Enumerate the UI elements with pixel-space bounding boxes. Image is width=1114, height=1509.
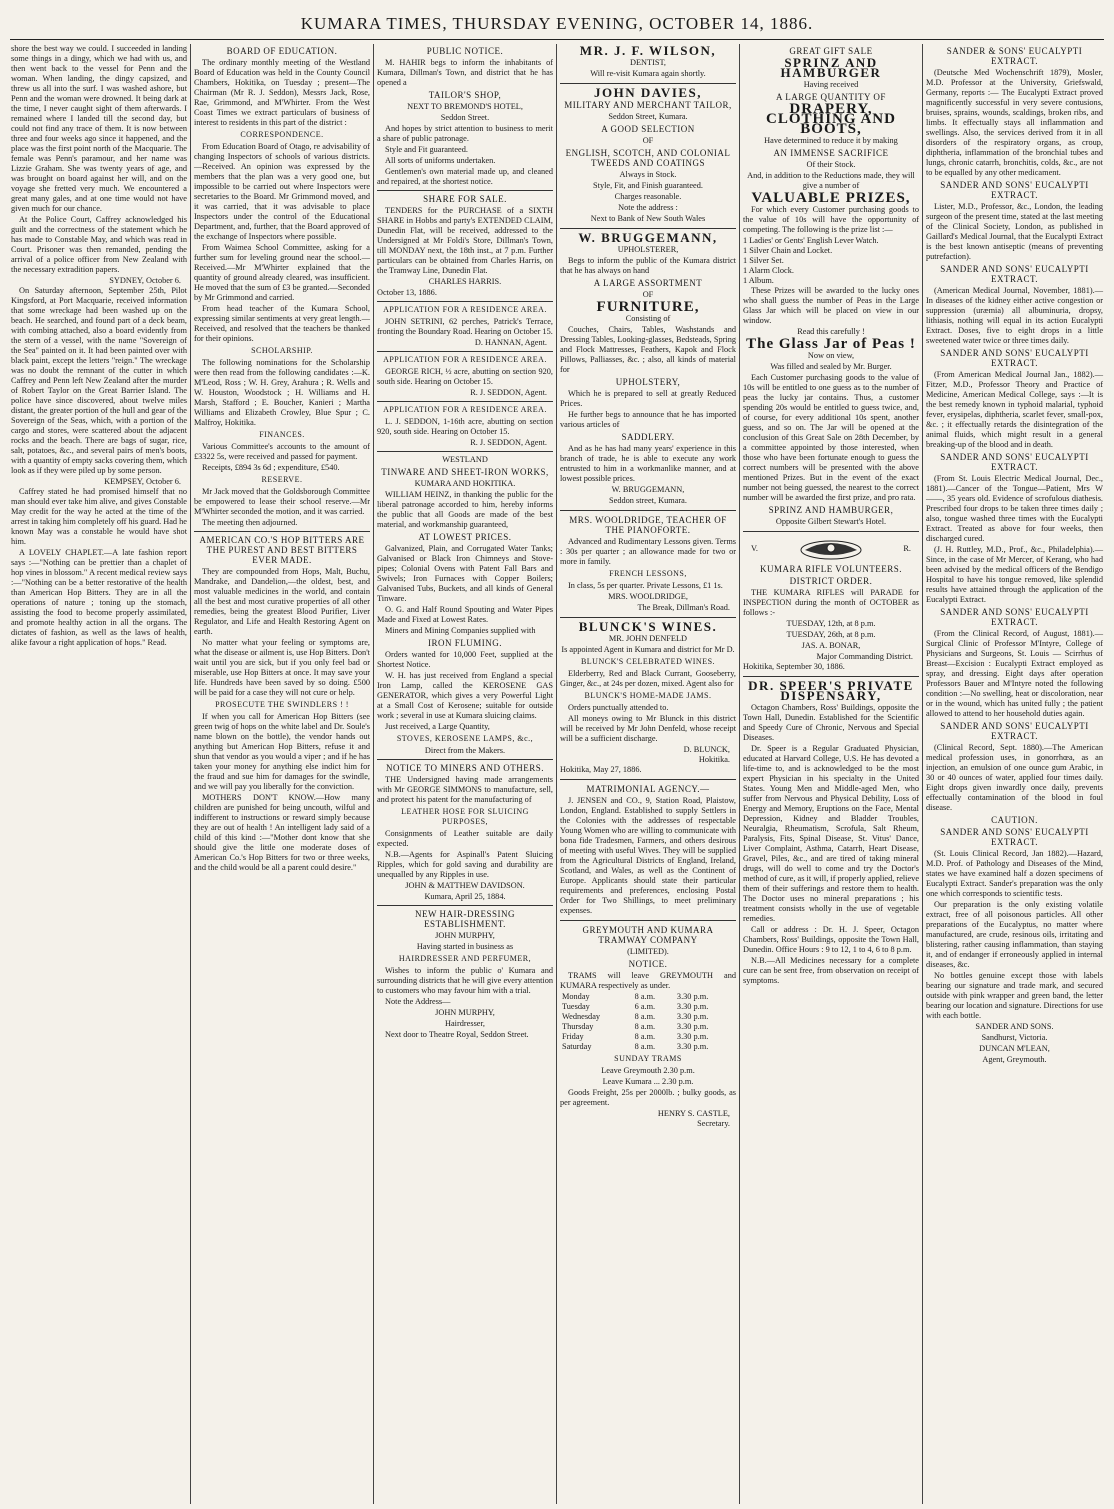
prize-item: 1 Silver Set. xyxy=(743,256,784,265)
ad-text: Octagon Chambers, Ross' Buildings, opposite the Town Hall, Dunedin. Established for the Scientific and Speedy Cure of Chronic, Nervous and Special Diseases. xyxy=(743,703,919,742)
dateline: SYDNEY, October 6. xyxy=(109,276,181,285)
signature: R. J. SEDDON, Agent. xyxy=(470,438,547,447)
ad-heading: SANDER AND SONS' EUCALYPTI EXTRACT. xyxy=(940,180,1089,200)
ad-text: Orders wanted for 10,000 Feet, supplied at the Shortest Notice. xyxy=(377,650,553,669)
ad-heading: SPRINZ AND HAMBURGER, xyxy=(768,505,894,515)
ad-text: Couches, Chairs, Tables, Washstands and Dressing Tables, Looking-glasses, Bedsteads, Spring and Flock Mattresses, Feathers, Kapok and Flock Pillows, Palliasses, &c. ; also, all kinds of material for xyxy=(560,325,736,374)
ad-line: Direct from the Makers. xyxy=(424,746,506,755)
column-2 xyxy=(191,44,374,1504)
column-4 xyxy=(557,44,740,1504)
ad-text: No matter what your feeling or symptoms are, what the disease or ailment is, use Hop Bitters. Don't wait until you are sick, but if you only feel bad or miserable, use Hop Bitters at once. It may save your life. Hundreds have been saved by so doing. £500 will be paid for a case they will not cure or help. xyxy=(194,638,370,697)
ad-heading: GREAT GIFT SALE xyxy=(789,46,873,56)
ad-line: Seddon street, Kumara. xyxy=(609,496,687,505)
ad-text: W. H. has just received from England a special Iron Lamp, called the KEROSENE GAS GENERATOR, which gives a very Powerful Light at a Small Cost of Kerosene; suitable for outside work ; several in use at Kumara sluicing claims. xyxy=(377,671,553,720)
article-text: On Saturday afternoon, September 25th, Pilot Kingsford, at Port Macquarie, received information that some wreckage had been washed up on the beach. He searched, and found part of a deck beam, with combing attached, also a board evidently from the stern of a vessel, with the name "Sovereign of the Sea" painted on it. It had been painted over with black paint, except the letters "reign." The wreckage was no doubt the remnant of the cutter in which Caffrey and Penn left New Zealand after the murder of Robert Taylor on the Great Barrier Island. The police have since discovered, about twelve miles distant, the greater portion of the hull and gear of the Sovereign of the Seas, which, with a portion of the cargo and stores, were scattered about the adjacent rocks and the beach. There are bags of sugar, rice, salt, potatoes, &c., and several pairs of men's boots, with a quantity of empty sacks covering them, which look as if they were piled up by some person. xyxy=(11,286,187,475)
ad-line: TUESDAY, 12th, at 8 p.m. xyxy=(786,619,876,628)
ad-text: L. J. SEDDON, 1-16th acre, abutting on section 920, south side. Hearing on October 15. xyxy=(377,417,553,436)
signature: SANDER AND SONS. xyxy=(975,1022,1054,1031)
signature: JOHN & MATTHEW DAVIDSON. xyxy=(405,881,525,890)
masthead-rule xyxy=(10,39,1104,40)
ad-text: Call or address : Dr. H. J. Speer, Octagon Chambers, Ross' Buildings, opposite the Town Hall, Dunedin. Office Hours : 9 to 12, 1 to 4, 6 to 8 p.m. xyxy=(743,925,919,954)
ad-line: Sandhurst, Victoria. xyxy=(981,1033,1048,1042)
ad-line: Is appointed Agent in Kumara and district for Mr D. xyxy=(561,645,735,654)
ad-text: THE KUMARA RIFLES will PARADE for INSPECTION during the month of OCTOBER as follows :- xyxy=(743,588,919,617)
ad-text: Begs to inform the public of the Kumara district that he has always on hand xyxy=(560,256,736,275)
table-cell: Thursday xyxy=(562,1022,594,1031)
ad-heading: VALUABLE PRIZES, xyxy=(751,190,911,206)
divider xyxy=(560,920,736,921)
divider xyxy=(194,531,370,532)
ad-line: Style, Fit, and Finish guaranteed. xyxy=(593,181,703,190)
signature: JAS. A. BONAR, xyxy=(801,641,861,650)
ad-line: Hairdresser, xyxy=(445,1019,485,1028)
ad-heading: NOTICE TO MINERS AND OTHERS. xyxy=(386,763,544,773)
ad-line: MR. JOHN DENFELD xyxy=(608,634,688,643)
ad-line: WESTLAND xyxy=(442,455,488,464)
ad-heading: AT LOWEST PRICES. xyxy=(418,532,512,542)
ad-heading: FRENCH LESSONS, xyxy=(609,569,687,578)
subheading: SCHOLARSHIP. xyxy=(251,346,313,355)
ad-heading: MRS. WOOLDRIDGE, TEACHER OF THE PIANOFORTE. xyxy=(569,515,727,535)
ad-line: The Break, Dillman's Road. xyxy=(637,603,730,612)
masthead xyxy=(0,0,1114,40)
ad-text: For which every Customer purchasing goods to the value of 10s will have the opportunity of competing. The following is the prize list :— xyxy=(743,205,919,234)
ad-heading: MR. J. F. WILSON, xyxy=(579,44,717,58)
ad-line: Having received xyxy=(803,80,859,89)
ad-line: DENTIST, xyxy=(629,58,667,67)
prize-item: 1 Album. xyxy=(743,276,774,285)
ad-heading: TAILOR'S SHOP, xyxy=(428,90,502,100)
subheading: PROSECUTE THE SWINDLERS ! ! xyxy=(215,700,349,709)
ad-heading: TINWARE AND SHEET-IRON WORKS, xyxy=(381,467,549,477)
ad-text: J. JENSEN and CO., 9, Station Road, Plaistow, London, England. Established to supply Settlers in the Colonies with the addresses of respectable Young Women who are willing to communicate with bona fide Tradesmen, Farmers, and others desirous of meeting with useful Wives. They will be supplied from the Agricultural Districts of England, Ireland, Scotland, and Wales, as well as the Continent of Europe. Applicants should state their particular requirements and preferences, enclosing Postal Order for Two Shillings, to meet preliminary expenses. xyxy=(560,796,736,915)
signature: W. BRUGGEMANN, xyxy=(611,485,685,494)
ad-text: O. G. and Half Round Spouting and Water Pipes Made and Fixed at Lowest Rates. xyxy=(377,605,553,624)
signature: JOHN MURPHY, xyxy=(435,1008,495,1017)
ad-text: (From American Medical Journal Jan., 1882).—Fitzer, M.D., Professor Theory and Practice of Medicine, American Medical College, says :—It is the best remedy known in typhoid malarial, typhoid fever, erysipelas, diphtheria, scarlet fever, small-pox, &c. ; it effectually retards the disintegration of the animal fluids, which might result in a general breaking-up of the blood and in death. xyxy=(926,370,1103,449)
ad-heading: MATRIMONIAL AGENCY.— xyxy=(586,784,710,794)
ad-heading: APPLICATION FOR A RESIDENCE AREA. xyxy=(383,355,547,364)
table-row xyxy=(560,992,736,1002)
signature: MRS. WOOLDRIDGE, xyxy=(608,592,688,601)
divider xyxy=(377,905,553,906)
ad-text: Dr. Speer is a Regular Graduated Physician, educated at Harvard College, U.S. He has devoted a life-time to, and is acknowledged to be the most expert Physician in his specialty in the United States. Young Men and Middle-aged Men, who suffer from Nervous and Physical Debility, Loss of Energy and Memory, Eruptions on the Face, Mental Depression, Kidney and Bladder Troubles, Neuralgia, Rheumatism, Scrofula, Salt Rheum, Paralysis, Fits, Spinal Disease, St. Vitus' Dance, Liver Complaint, Asthma, Catarrh, Heart Disease, Gravel, Piles, &c., and are tired of taking mineral drugs, will do well to come and try the Doctor's method of cure, as it will, if properly applied, relieve them of their sufferings and restore them to health. The Doctor uses no mineral preparations ; his treatment consists wholly in the use of vegetable remedies. xyxy=(743,744,919,923)
royal-crest-icon xyxy=(791,536,871,562)
table-cell: Tuesday xyxy=(562,1002,590,1011)
ad-heading: SANDER AND SONS' EUCALYPTI EXTRACT. xyxy=(940,348,1089,368)
crest-letter: V. xyxy=(751,544,758,553)
article-text: From Education Board of Otago, re advisability of changing Inspectors of schools of various districts.—Received. An opinion was expressed by the members that the plan was a very good one, but impossible to be carried out where Inspectors were secretaries to the Board. Mr Grimmond moved, and it was carried, that it was advisable to place Inspectors under the control of the Educational Department, and, further, that the Board approved of the exchange of Inspectors where possible. xyxy=(194,142,370,241)
date: October 13, 1886. xyxy=(377,288,437,297)
ad-line: Read this carefully ! xyxy=(797,327,865,336)
subheading: RESERVE. xyxy=(261,475,303,484)
ad-heading: UPHOLSTERY, xyxy=(615,377,681,387)
ad-text: If when you call for American Hop Bitters (see green twig of hops on the white label and Dr. Soule's name blown on the bottle), the vendor hands out anything but American Hop Bitters, refuse it and shun that vendor as you would a viper ; and if he has taken your money for anything else indict him for the fraud and sue him for damages for the swindle, and we will pay you liberally for the conviction. xyxy=(194,712,370,791)
ad-heading: SANDER AND SONS' EUCALYPTI EXTRACT. xyxy=(940,827,1089,847)
ad-line: (LIMITED). xyxy=(627,947,669,956)
ad-heading: SADDLERY. xyxy=(621,432,675,442)
ad-text: M. HAHIR begs to inform the inhabitants of Kumara, Dillman's Town, and district that he has opened a xyxy=(377,58,553,87)
divider xyxy=(377,401,553,402)
ad-heading: DISTRICT ORDER. xyxy=(789,576,873,586)
ad-heading: HAIRDRESSER AND PERFUMER, xyxy=(398,954,532,963)
prize-item: 1 Ladies' or Gents' English Lever Watch. xyxy=(743,236,879,245)
table-cell: Saturday xyxy=(562,1042,592,1051)
divider xyxy=(377,451,553,452)
ad-heading: APPLICATION FOR A RESIDENCE AREA. xyxy=(383,305,547,314)
ad-line: Consisting of xyxy=(625,314,671,323)
subheading: FINANCES. xyxy=(259,430,305,439)
ad-text: Advanced and Rudimentary Lessons given. Terms : 30s per quarter ; an allowance made for two or more in family. xyxy=(560,537,736,566)
ad-text: (St. Louis Clinical Record, Jan 1882).—Hazard, M.D. Prof. of Pathology and Diseases of the Mind, states we have examined half a dozen specimens of Eucalypti Extract. Sander's preparation was the only one which corresponds to scientific tests. xyxy=(926,849,1103,898)
ad-text: And hopes by strict attention to business to merit a share of public patronage. xyxy=(377,124,553,143)
ad-heading: SPRINZ AND HAMBURGER xyxy=(780,55,882,80)
ad-line: Leave Kumara ... 2.30 p.m. xyxy=(602,1077,694,1086)
ad-heading: SANDER & SONS' EUCALYPTI EXTRACT. xyxy=(946,46,1083,66)
ad-heading: A LARGE QUANTITY OF xyxy=(776,92,886,102)
ad-heading: APPLICATION FOR A RESIDENCE AREA. xyxy=(383,405,547,414)
table-row xyxy=(560,1002,736,1012)
ad-heading: A GOOD SELECTION xyxy=(601,124,695,134)
ad-line: Of their Stock. xyxy=(806,160,856,169)
column-3 xyxy=(374,44,557,1504)
prize-item: 1 Silver Chain and Locket. xyxy=(743,246,833,255)
signature: R. J. SEDDON, Agent. xyxy=(470,388,547,397)
ad-heading: SANDER AND SONS' EUCALYPTI EXTRACT. xyxy=(940,721,1089,741)
ad-line: Will re-visit Kumara again shortly. xyxy=(590,69,706,78)
article-text: From head teacher of the Kumara School, expressing similar sentiments at very great length.—Received, and resolved that the teachers be thanked for their opinions. xyxy=(194,304,370,343)
table-cell: Monday xyxy=(562,992,590,1001)
section-heading: BOARD OF EDUCATION. xyxy=(226,46,338,56)
ad-heading: PUBLIC NOTICE. xyxy=(426,46,504,56)
table-cell: 6 a.m. xyxy=(634,1002,656,1011)
ad-line: Note the address : xyxy=(618,203,678,212)
ad-line: Was filled and sealed by Mr. Burger. xyxy=(770,362,892,371)
divider xyxy=(560,510,736,511)
ad-heading: FURNITURE, xyxy=(596,299,700,315)
ad-text: Gentlemen's own material made up, and cleaned and repaired, at the shortest notice. xyxy=(377,167,553,186)
ad-heading: MILITARY AND MERCHANT TAILOR, xyxy=(564,100,732,110)
ad-text: Orders punctually attended to. xyxy=(568,703,669,712)
divider xyxy=(377,351,553,352)
ad-text: Lister, M.D., Professor, &c., London, the leading surgeon of the present time, stated at the last meeting of the Clinical Society, London, as published in Gaillard's Medical Journal, that the Eucalypti Extract is the best known antiseptic (means of preventing putrefaction). xyxy=(926,202,1103,261)
crest-letter: R. xyxy=(903,544,911,553)
column-1 xyxy=(8,44,191,1504)
date: Kumara, April 25, 1884. xyxy=(424,892,506,901)
ad-line: Now on view, xyxy=(807,351,855,360)
ad-line: Next to Bank of New South Wales xyxy=(590,214,706,223)
ad-heading: LEATHER HOSE FOR SLUICING PURPOSES, xyxy=(401,807,529,826)
ad-heading: DR. SPEER'S PRIVATE DISPENSARY, xyxy=(748,678,914,703)
ad-text: No bottles genuine except those with labels bearing our signature and trade mark, and secured outside with pink wrapper and green band, the letter bearing our location and signature. Directions for use with each bottle. xyxy=(926,971,1103,1020)
ad-line: JOHN MURPHY, xyxy=(435,931,495,940)
article-text: The following nominations for the Scholarship were then read from the following candidates :—K. M'Leod, Ross ; W. H. Grey, Arahura ; R. Wells and W. Houston, Woodstock ; H. Williams and H. Marsh, Stafford ; E. Boucher, Kanieri ; Martha Williams and Elizabeth Crowley, Blue Spur ; C. Malfroy, Hokitika. xyxy=(194,358,370,427)
ad-text: N.B.—Agents for Aspinall's Patent Sluicing Ripples, which for gold saving and durability are unequalled by any Ripples in use. xyxy=(377,850,553,879)
ad-text: All sorts of uniforms undertaken. xyxy=(385,156,496,165)
ad-text: Galvanized, Plain, and Corrugated Water Tanks; Galvanised or Black Iron Chimneys and Stove-pipes; Colonial Ovens with Patent Fall Bars and Swivels; Iron Furnaces with Copper Boilers; Galvanised Tubs, Buckets, and all kinds of General Tinware. xyxy=(377,544,553,603)
ad-heading: IRON FLUMING. xyxy=(428,638,502,648)
divider xyxy=(560,228,736,229)
ad-heading: W. BRUGGEMANN, xyxy=(578,230,718,245)
ad-heading: ENGLISH, SCOTCH, AND COLONIAL TWEEDS AND COATINGS xyxy=(565,148,731,168)
divider xyxy=(743,676,919,677)
article-text: Receipts, £894 3s 6d ; expenditure, £540. xyxy=(202,463,340,472)
table-cell: 3.30 p.m. xyxy=(676,992,709,1001)
signature: CHARLES HARRIS. xyxy=(428,277,502,286)
table-cell: 3.30 p.m. xyxy=(676,1042,709,1051)
ad-text: All moneys owing to Mr Blunck in this district will be received by Mr John Denfeld, whose receipt will be a sufficient discharge. xyxy=(560,714,736,743)
signature: DUNCAN M'LEAN, xyxy=(979,1044,1050,1053)
article-text: Mr Jack moved that the Goldsborough Committee be empowered to lease their school reserve.—Mr M'Whirter seconded the motion, and it was carried. xyxy=(194,487,370,516)
ad-heading: SANDER AND SONS' EUCALYPTI EXTRACT. xyxy=(940,607,1089,627)
ad-text: N.B.—All Medicines necessary for a complete cure can be sent free, from observation on receipt of symptoms. xyxy=(743,956,919,985)
crest-row xyxy=(743,536,919,562)
ad-heading: A LARGE ASSORTMENT xyxy=(593,278,703,288)
ad-text: Goods Freight, 25s per 2000lb. ; bulky goods, as per agreement. xyxy=(560,1088,736,1107)
ad-text: (Clinical Record, Sept. 1880).—The American medical profession uses, in gonorrhœa, as an injection, an emulsion of one ounce gum Arabic, in 30 or 40 ounces of water, applied four times daily. Eight drops given inwardly once daily, prevents effectually contamination of the blood in foul disease. xyxy=(926,743,1103,812)
ad-text: THE Undersigned having made arrangements with Mr GEORGE SIMMONS to manufacture, sell, and protect his patent for the manufacturing of xyxy=(377,775,553,804)
prize-item: 1 Alarm Clock. xyxy=(743,266,794,275)
ad-text: Note the Address— xyxy=(385,997,451,1006)
ad-heading: BLUNCK'S HOME-MADE JAMS. xyxy=(584,691,712,700)
ad-text: TENDERS for the PURCHASE of a SIXTH SHARE in Hobbs and party's EXTENDED CLAIM, Dunedin Flat, will be received, addressed to the Undersigned at Mr Foldi's Store, Dillman's Town, till MONDAY next, the 18th inst., at 7 p.m. Further particulars can be obtained from Charles Harris, on the Tramway Line, Dunedin Flat. xyxy=(377,206,553,275)
table-row xyxy=(560,1042,736,1052)
ad-text: These Prizes will be awarded to the lucky ones who shall guess the number of Peas in the Large Glass Jar which will be placed on view in our window. xyxy=(743,286,919,325)
ad-heading: SANDER AND SONS' EUCALYPTI EXTRACT. xyxy=(940,264,1089,284)
ad-text: In class, 5s per quarter. Private Lessons, £1 1s. xyxy=(568,581,723,590)
ad-text: (From the Clinical Record, of August, 1881).—Surgical Clinic of Professor M'Intyre, College of Physicians and Surgeons, St. Louis — Scirrhus of Breast—Excision : Eucalypti Extract employed as spray, and dressing. Eight days after operation Professors Bauer and M'Intyre noted the following condition :—No swelling, heat or discoloration, near or in the wound, which has united fully ; the patient allowed to attend to her household duties again. xyxy=(926,629,1103,718)
ad-text: (J. H. Ruttley, M.D., Prof., &c., Philadelphia).—Since, in the case of Mr Mercer, of Kerang, who had been advised by the medical officers of the Bendigo Hospital to have his tongue removed, like splendid results have attained through the application of the Eucalypti Extract. xyxy=(926,545,1103,604)
ad-text: Which he is prepared to sell at greatly Reduced Prices. xyxy=(560,389,736,408)
article-text: A LOVELY CHAPLET.—A late fashion report says :—"Nothing can be prettier than a chaplet of hop vines in blossom." A recent medical review says :—"Nothing can be a better restorative of the health than American Hop Bitters. They are in all the operations of nature ; toning up the stomach, assisting the food to become properly assimilated, and promote healthy action in all the organs. The dictates of fashion, as well as the laws of health, alike favour a right application of hops." Read. xyxy=(11,548,187,647)
ad-heading: SHARE FOR SALE. xyxy=(423,194,507,204)
divider xyxy=(377,301,553,302)
ad-text: Miners and Mining Companies supplied with xyxy=(385,626,536,635)
tram-timetable xyxy=(560,992,736,1052)
table-cell: Friday xyxy=(562,1032,584,1041)
ad-text: Wishes to inform the public o' Kumara and surrounding districts that he will give every attention to customers who may favour him with a trial. xyxy=(377,966,553,995)
ad-heading: STOVES, KEROSENE LAMPS, &c., xyxy=(396,734,534,743)
ad-heading: KUMARA RIFLE VOLUNTEERS. xyxy=(759,564,903,574)
date: Hokitika, May 27, 1886. xyxy=(560,765,642,774)
ad-heading: GREYMOUTH AND KUMARA TRAMWAY COMPANY xyxy=(582,925,714,945)
ad-heading: NEW HAIR-DRESSING ESTABLISHMENT. xyxy=(414,909,516,929)
article-text: From Waimea School Committee, asking for a further sum for leveling ground near the school.—Received.—Mr M'Whirter explained that the quantity of ground already cleared, was insufficient. He moved that the sum of £3 be granted.—Seconded by Mr Grimmond and carried. xyxy=(194,243,370,302)
ad-heading: BLUNCK'S WINES. xyxy=(578,619,718,634)
table-row xyxy=(560,1022,736,1032)
ad-text: Consignments of Leather suitable are daily expected. xyxy=(377,829,553,848)
dateline: KEMPSEY, October 6. xyxy=(104,477,181,486)
divider xyxy=(560,617,736,618)
ad-line: Hokitika. xyxy=(698,755,730,764)
divider xyxy=(377,759,553,760)
table-cell: 8 a.m. xyxy=(634,1012,656,1021)
column-5 xyxy=(740,44,923,1504)
table-cell: 8 a.m. xyxy=(634,1022,656,1031)
ad-text: (American Medical Journal, November, 1881).—In diseases of the kidney either active congestion or suppression (uræmia) all albuminuria, dropsy, lithiasis, nothing will equal in its action Eucalypti Extract. Doses, five to eight drops in a little sweetened water twice or three times daily. xyxy=(926,286,1103,345)
divider xyxy=(743,531,919,532)
ad-text: He further begs to announce that he has imported various articles of xyxy=(560,410,736,429)
table-cell: 8 a.m. xyxy=(634,992,656,1001)
ad-line: Major Commanding District. xyxy=(816,652,913,661)
subheading: CORRESPONDENCE. xyxy=(240,130,324,139)
ad-line: UPHOLSTERER, xyxy=(617,245,679,254)
ad-line: Opposite Gilbert Stewart's Hotel. xyxy=(775,517,887,526)
ad-line: OF xyxy=(642,136,654,145)
ad-line: Always in Stock. xyxy=(619,170,677,179)
ad-text: TRAMS will leave GREYMOUTH and KUMARA respectively as under. xyxy=(560,971,736,990)
article-text: At the Police Court, Caffrey acknowledged his guilt and the correctness of the statement which he has made to Constable May, and which was read in Court. Prisoner was then remanded, pending the arrival of a police officer from New Zealand with the necessary extradition papers. xyxy=(11,215,187,274)
signature: HENRY S. CASTLE, xyxy=(657,1109,730,1118)
table-cell: 3.30 p.m. xyxy=(676,1012,709,1021)
ad-text: (From St. Louis Electric Medical Journal, Dec., 1881).—Cancer of the Tongue—Patient, Mrs W——, 35 years old. Evidence of scrofulous diathesis. Prescribed four drops to be taken three times daily ; also, tongue washed three times with the Eucalypti Extract. Treated as above for four weeks, then discharged cured. xyxy=(926,474,1103,543)
date: Hokitika, September 30, 1886. xyxy=(743,662,845,671)
ad-heading: SANDER AND SONS' EUCALYPTI EXTRACT. xyxy=(940,452,1089,472)
ad-line: Secretary. xyxy=(697,1119,730,1128)
article-text: shore the best way we could. I succeeded in landing some things in a dingy, which we had with us, and then went back to the vessel for Penn and the woman. When landing, the dingy capsized, and threw us all into the surf. I was washed ashore, but Penn and the woman were drowned. It being dark at the time, I never caught sight of them afterwards. I remained where I landed till the second day, but could not find any trace of them. It is now between three and four weeks ago since it happened, and the place was the first point north of the Macquarie. The female was Penn's paramour, and her name was Lizzie Graham. She was twenty years of age, and was brought on board against her will, and on the voyage she fretted very much. We encountered a great many gales, and at one time would not have given much for our chance. xyxy=(11,44,187,213)
ad-heading: SUNDAY TRAMS xyxy=(614,1054,682,1063)
ad-heading: CAUTION. xyxy=(991,815,1038,825)
ad-line: Charges reasonable. xyxy=(614,192,682,201)
ad-line: KUMARA AND HOKITIKA. xyxy=(414,479,516,488)
ad-text: Style and Fit guaranteed. xyxy=(385,145,468,154)
ad-line: Leave Greymouth 2.30 p.m. xyxy=(601,1066,695,1075)
ad-text: Next door to Theatre Royal, Seddon Street. xyxy=(385,1030,529,1039)
ad-text: GEORGE RICH, ½ acre, abutting on section 920, south side. Hearing on October 15. xyxy=(377,367,553,386)
article-text: Various Committee's accounts to the amount of £3322 5s, were received and passed for payment. xyxy=(194,442,370,461)
table-cell: 3.30 p.m. xyxy=(676,1032,709,1041)
ad-heading: BLUNCK'S CELEBRATED WINES. xyxy=(580,657,716,666)
ad-text: WILLIAM HEINZ, in thanking the public for the liberal patronage accorded to him, hereby informs the public that all Goods are made of the best material, and workmanship guaranteed, xyxy=(377,490,553,529)
ad-text: JOHN SETRINI, 62 perches, Patrick's Terrace, fronting the Boundary Road. Hearing on October 15. xyxy=(377,317,553,336)
table-cell: 3.30 p.m. xyxy=(676,1022,709,1031)
ad-heading: DRAPERY, CLOTHING AND BOOTS, xyxy=(766,101,896,137)
ad-line: Seddon Street, Kumara. xyxy=(608,112,688,121)
ad-line: And, in addition to the Reductions made, they will give a number of xyxy=(747,171,915,190)
ad-text: Each Customer purchasing goods to the value of 10s will be entitled to one guess as to the number of peas the lucky jar contains. Thus, a customer spending 20s would be entitled to guess twice, and, of course, for every additional 10s spent, another guess, and so on. The Jar will be opened at the conclusion of this Great Sale on 28th December, by a committee appointed by those interested, when those who have been fortunate enough to guess the correct numbers will be presented with the above mentioned Prizes. But in the event of the exact number not being guessed, the nearest to the correct number will be awarded the first prize, and pro rata. xyxy=(743,373,919,502)
table-row xyxy=(560,1012,736,1022)
ad-heading: AMERICAN CO.'S HOP BITTERS ARE THE PUREST AND BEST BITTERS EVER MADE. xyxy=(199,535,365,565)
ad-line: NEXT TO BREMOND'S HOTEL, xyxy=(407,102,523,111)
ad-heading: JOHN DAVIES, xyxy=(593,85,703,100)
table-cell: 8 a.m. xyxy=(634,1042,656,1051)
ad-text: Just received, a Large Quantity, xyxy=(385,722,490,731)
article-text: The ordinary monthly meeting of the Westland Board of Education was held in the County Council Chambers, Hokitika, on Tuesday ; present—The Chairman (Mr R. J. Seddon), Messrs Jack, Rose, Rae, Grimmond, and M'Whirter. From the West Coast Times we extract particulars of business of interest to residents in this part of the district : xyxy=(194,58,370,127)
ad-line: Seddon Street. xyxy=(440,113,490,122)
ad-text: (Deutsche Med Wochenschrift 1879), Mosler, M.D. Professor at the University, Griefswald, Germany, reports :— The Eucalypti Extract proved magnificently successful in very severe contusions, bruises, sprains, wounds, scaldings, broken ribs, and limbs. It effectually stays all inflammation and swellings. Also, the services derived from it in all disorders of the respiratory organs, as croup, diphtheria, inflammation of the bronchial tubes and lungs, chronic catarrh, bronchitis, colds, &c., are not to be equalled by any other medicament. xyxy=(926,68,1103,177)
ad-text: MOTHERS DON'T KNOW.—How many children are punished for being uncouth, wilful and indifferent to instructions or reward simply because they are out of health ! An intelligent lady said of a child of this kind :—"Mother dont know that she should give the little one moderate doses of American Co.'s Hop Bitters for two or three weeks, and the child would be all a parent could desire." xyxy=(194,793,370,872)
ad-line: OF xyxy=(642,290,654,299)
divider xyxy=(560,83,736,84)
table-cell: 3.30 p.m. xyxy=(676,1002,709,1011)
divider xyxy=(377,190,553,191)
ad-text: Our preparation is the only existing volatile extract, free of all poisonous particles. All other preparations of the Eucalyptus, no matter where manufactured, are crude, resinous oils, irritating and blistering, rather causing inflammation, than staying it, and of endanger if erroneously applied in internal diseases, &c. xyxy=(926,900,1103,969)
masthead-title: KUMARA TIMES, THURSDAY EVENING, OCTOBER 14, 1886. xyxy=(300,14,814,33)
table-cell: Wednesday xyxy=(562,1012,601,1021)
ad-heading: AN IMMENSE SACRIFICE xyxy=(773,148,889,158)
table-cell: 8 a.m. xyxy=(634,1032,656,1041)
ad-heading: NOTICE. xyxy=(628,959,668,969)
article-text: The meeting then adjourned. xyxy=(202,518,298,527)
ad-text: And as he has had many years' experience in this branch of trade, he is able to execute any work entrusted to him in a workmanlike manner, and at lowest possible prices. xyxy=(560,444,736,483)
table-row xyxy=(560,1032,736,1042)
ad-heading: The Glass Jar of Peas ! xyxy=(746,336,916,352)
ad-text: They are compounded from Hops, Malt, Buchu, Mandrake, and Dandelion,—the oldest, best, and most valuable medicines in the world, and contain all the best and most curative properties of all other remedies, being the greatest Blood Purifier, Liver Regulator, and Life and Health Restoring Agent on earth. xyxy=(194,567,370,636)
columns xyxy=(8,44,1108,1504)
ad-line: Agent, Greymouth. xyxy=(982,1055,1047,1064)
article-text: Caffrey stated he had promised himself that no man should ever take him alive, and gives Constable May credit for the way he acted at the time of the arrest in taking him completely off his guard. Had he known May was a constable he would have shot him. xyxy=(11,487,187,546)
column-6 xyxy=(923,44,1106,1504)
ad-line: Having started in business as xyxy=(416,942,514,951)
ad-line: Have determined to reduce it by making xyxy=(764,136,898,145)
signature: D. BLUNCK, xyxy=(683,745,730,754)
ad-text: Elderberry, Red and Black Currant, Gooseberry, Ginger, &c., at 24s per dozen, mixed. Agent also for xyxy=(560,669,736,688)
ad-line: TUESDAY, 26th, at 8 p.m. xyxy=(786,630,876,639)
signature: D. HANNAN, Agent. xyxy=(474,338,547,347)
divider xyxy=(560,779,736,780)
